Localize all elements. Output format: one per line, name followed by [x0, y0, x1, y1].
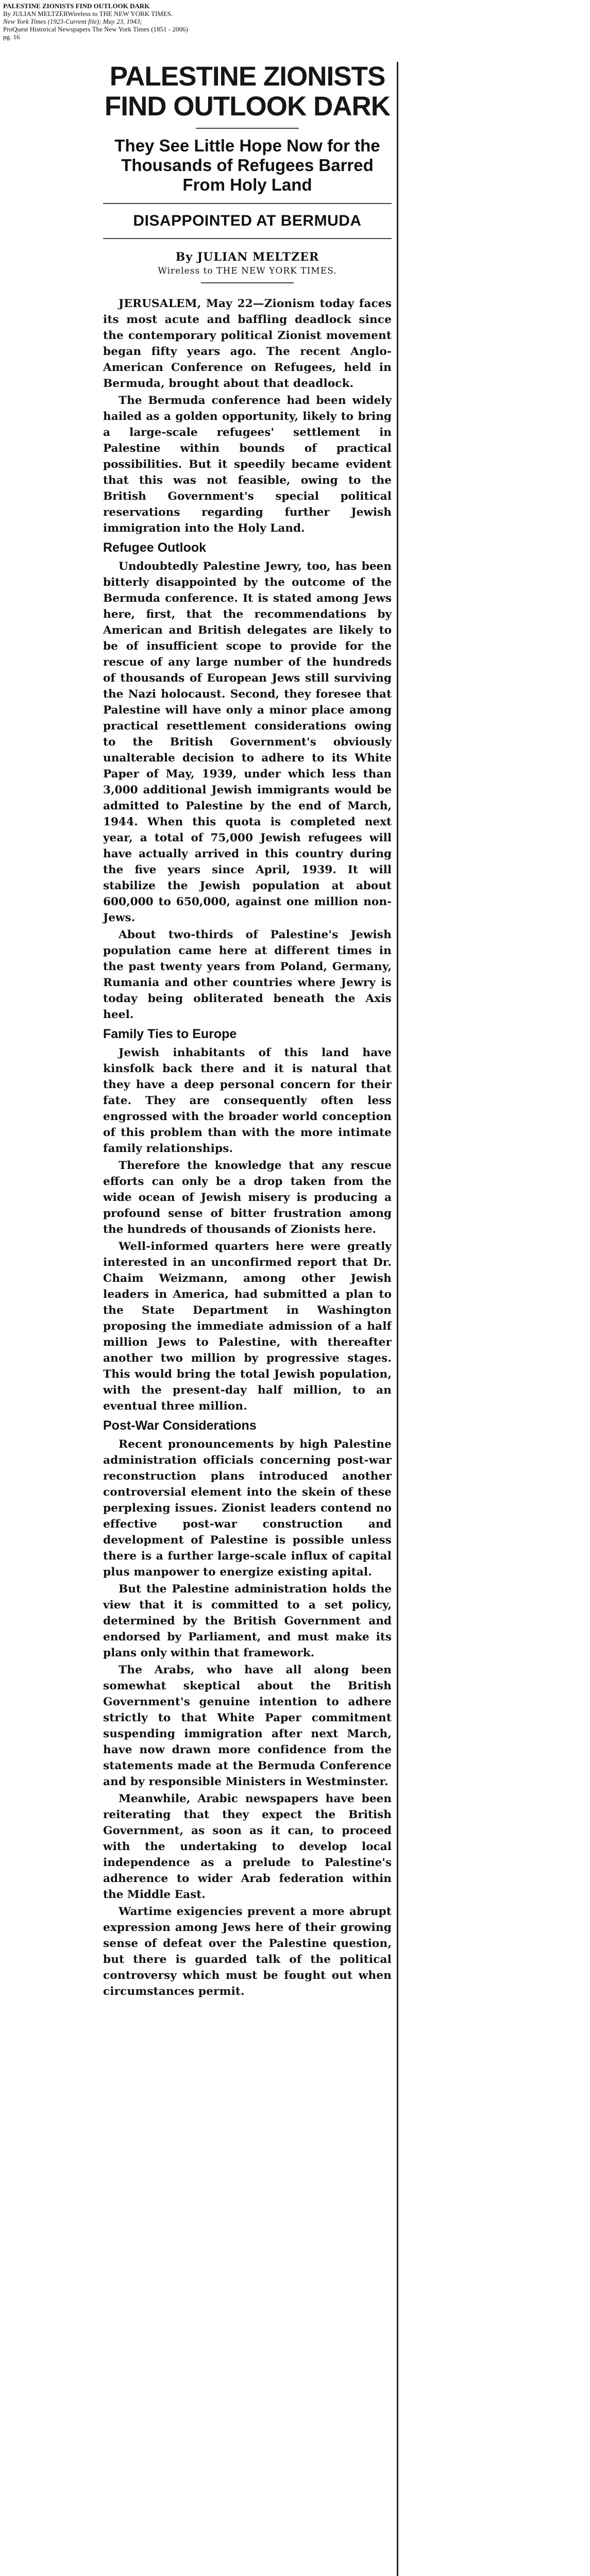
section-heading: Family Ties to Europe [103, 1027, 237, 1041]
citation-title: PALESTINE ZIONISTS FIND OUTLOOK DARK [3, 2, 150, 10]
subhead: DISAPPOINTED AT BERMUDA [133, 212, 362, 229]
paragraph: Undoubtedly Palestine Jewry, too, has been bitterly disappointed by the outcome of the Bermuda conference. It is stated among Jews here, first, that the recommendations by American and British delegates are likely to be of insufficient scope to provide for the rescue of any large number of the hundreds of thousands of European Jews still surviving the Nazi holocaust. Second, they foresee that Palestine will have only a minor place among practical resettlement considerations owing to the British Government's obviously unalterable decision to adhere to its White Paper of May, 1939, under which less than 3,000 additional Jewish immigrants would be admitted to Palestine by the end of March, 1944. When this quota is completed next year, a total of 75,000 Jewish refugees will have actually arrived in this country during the five years since April, 1939. It will stabilize the Jewish population at about 600,000 to 650,000, against one million non-Jews. [103, 560, 392, 924]
article-body [103, 296, 392, 1999]
paragraph: Recent pronouncements by high Palestine administration officials concerning post-war reconstruction plans introduced another controversial element into the skein of these perplexing issues. Zionist leaders contend no effective post-war construction and development of Palestine is possible unless there is a further large-scale influx of capital plus manpower to energize existing apital. [103, 1438, 392, 1579]
section-heading: Post-War Considerations [103, 1418, 257, 1433]
headline-divider [196, 128, 299, 129]
paragraph: About two-thirds of Palestine's Jewish population came here at different times in the past twenty years from Poland, Germany, Rumania and other countries where Jewry is today being obliterated beneath the Axis heel. [103, 928, 392, 1021]
byline: By JULIAN MELTZER [175, 250, 319, 264]
deck-divider [103, 203, 392, 204]
citation-author: By JULIAN MELTZERWireless to THE NEW YORK TIMES. [3, 10, 173, 18]
paragraph: But the Palestine administration holds the view that it is committed to a set policy, determined by the British Government and endorsed by Parliament, and must make its plans only within that framework. [103, 1583, 392, 1659]
article [103, 62, 392, 2001]
column-rule [397, 62, 398, 2576]
byline-divider [201, 282, 294, 283]
deck: They See Little Hope Now for the Thousands of Refugees Barred From Holy Land [114, 136, 380, 194]
paragraph: Therefore the knowledge that any rescue efforts can only be a drop taken from the wide ocean of Jewish misery is producing a profound sense of bitter frustration among the hundreds of thousands of Zionists here. [103, 1159, 392, 1236]
citation-source: New York Times (1923-Current file); May 23, 1943; [3, 18, 142, 25]
headline: PALESTINE ZIONISTS FIND OUTLOOK DARK [104, 61, 391, 122]
paragraph: Wartime exigencies prevent a more abrupt expression among Jews here of their growing sense of defeat over the Palestine question, but there is guarded talk of the political controversy which must be fought out when circumstances permit. [103, 1905, 392, 1998]
citation-database: ProQuest Historical Newspapers The New York Times (1851 - 2006) [3, 25, 188, 33]
wire-credit: Wireless to THE NEW YORK TIMES. [158, 266, 337, 276]
section-heading: Refugee Outlook [103, 540, 207, 555]
paragraph: The Bermuda conference had been widely hailed as a golden opportunity, likely to bring a large-scale refugees' settlement in Palestine within bounds of practical possibilities. But it speedily became evident that this was not feasible, owing to the British Government's special political reservations regarding further Jewish immigration into the Holy Land. [103, 394, 392, 535]
subhead-divider [103, 238, 392, 239]
citation-header [3, 2, 570, 41]
citation-page: pg. 16 [3, 33, 20, 41]
paragraph: JERUSALEM, May 22—Zionism today faces its most acute and baffling deadlock since the contemporary political Zionist movement began fifty years ago. The recent Anglo-American Conference on Refugees, held in Bermuda, brought about that deadlock. [103, 297, 392, 390]
paragraph: Meanwhile, Arabic newspapers have been reiterating that they expect the British Government, as soon as it can, to proceed with the undertaking to develop local independence as a prelude to Palestine's adherence to wider Arab federation within the Middle East. [103, 1792, 392, 1901]
paragraph: Well-informed quarters here were greatly interested in an unconfirmed report that Dr. Chaim Weizmann, among other Jewish leaders in America, had submitted a plan to the State Department in Washington proposing the immediate admission of a half million Jews to Palestine, with thereafter another two million by progressive stages. This would bring the total Jewish population, with the present-day half million, to an eventual three million. [103, 1240, 392, 1413]
paragraph: The Arabs, who have all along been somewhat skeptical about the British Government's genuine intention to adhere strictly to that White Paper commitment suspending immigration after next March, have now drawn more confidence from the statements made at the Bermuda Conference and by responsible Ministers in Westminster. [103, 1664, 392, 1788]
paragraph: Jewish inhabitants of this land have kinsfolk back there and it is natural that they have a deep personal concern for their fate. They are consequently often less engrossed with the broader world conception of this problem than with the more intimate family relationships. [103, 1046, 392, 1155]
